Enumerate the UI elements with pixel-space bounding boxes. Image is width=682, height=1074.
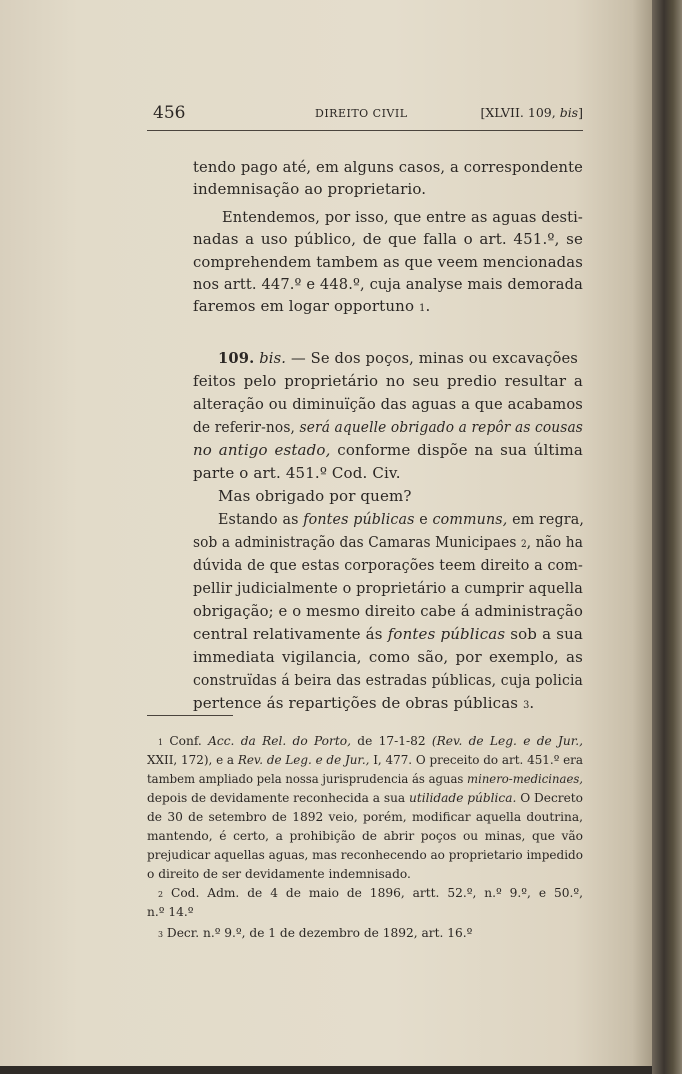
footnote-text-run: Cod. Adm. de 4 de maio de 1896, artt. 52.º, n.º 9.º, e 50.º,: [163, 886, 583, 900]
body-text-run: em regra,: [507, 510, 584, 528]
body-line: [193, 158, 583, 176]
body-text-run: construïdas á beira das estradas públicas, cuja policia: [193, 671, 583, 689]
body-text-run: .: [425, 297, 431, 315]
body-line: [222, 208, 583, 226]
running-title: DIREITO CIVIL: [315, 107, 408, 120]
body-text-run: sob a sua: [505, 625, 583, 643]
footnote-line: [158, 734, 583, 748]
footnote-text-run: depois de devidamente reconhecida a sua: [147, 791, 410, 805]
body-line: [218, 487, 412, 505]
page-header: [147, 103, 583, 127]
footnote-text-run: de 17-1-82: [350, 734, 432, 748]
body-text-run: .: [529, 694, 535, 712]
body-line: [193, 372, 583, 390]
body-line: [193, 671, 583, 689]
footnote-text-run: minero-medicinaes,: [467, 772, 583, 786]
body-line: [193, 602, 583, 620]
body-text-run: pertence ás repartições de obras públicas: [193, 694, 524, 712]
section-reference-prefix: [XLVII. 109,: [480, 105, 560, 120]
footnote-line: [147, 772, 583, 786]
body-text-run: alteração ou diminuïção das aguas a que acabamos: [193, 395, 583, 413]
footnote-text-run: Conf.: [163, 734, 209, 748]
footnote-text-run: I, 477. O preceito do art. 451.º era: [369, 753, 583, 767]
body-text-run: fontes públicas: [303, 510, 415, 528]
footnote-line: [158, 926, 472, 940]
body-line: [218, 510, 584, 528]
footnote-line: [147, 829, 583, 843]
body-line: [193, 579, 583, 597]
body-line: [193, 253, 583, 271]
body-text-run: obrigação; e o mesmo direito cabe á administração: [193, 602, 583, 620]
footnote-line: [147, 867, 411, 881]
body-line: [193, 230, 583, 248]
footnote-text-run: prejudicar aquellas aguas, mas reconhecendo ao proprietario impedido: [147, 848, 583, 862]
body-text-run: no antigo estado,: [193, 441, 331, 459]
body-text-run: immediata vigilancia, como são, por exemplo, as: [193, 648, 583, 666]
footnote-text-run: tambem ampliado pela nossa jurisprudencia ás aguas: [147, 772, 468, 786]
footnote-line: [147, 753, 583, 767]
footnote-line: [147, 791, 583, 805]
body-line: [218, 349, 578, 367]
body-text-run: 109.: [218, 349, 255, 367]
body-text-run: Mas obrigado por quem?: [218, 487, 412, 505]
body-line: [193, 625, 583, 643]
body-line: [193, 556, 583, 574]
body-text-run: communs,: [432, 510, 508, 528]
body-text-run: pellir judicialmente o proprietário a cumprir aquella: [193, 579, 583, 597]
page-number: 456: [153, 103, 186, 123]
footnote-marker: 3: [158, 930, 164, 939]
footnote-line: [147, 905, 193, 919]
section-reference-bis: bis: [559, 105, 579, 120]
body-line: [193, 694, 534, 712]
body-line: [193, 297, 430, 315]
body-line: [193, 533, 583, 551]
page-fold-shadow: [652, 0, 682, 1074]
footnote-marker: 2: [158, 890, 164, 899]
body-line: [193, 648, 583, 666]
body-text-run: fontes públicas: [387, 625, 506, 643]
body-text-run: bis.: [259, 349, 287, 367]
footnote-text-run: o direito de ser devidamente indemnisado.: [147, 867, 411, 881]
body-text-run: Estando as: [218, 510, 304, 528]
body-text-run: tendo pago até, em alguns casos, a correspondente: [193, 158, 583, 176]
body-text-run: nos artt. 447.º e 448.º, cuja analyse mais demorada: [193, 275, 583, 293]
body-line: [193, 180, 426, 198]
body-text-run: conforme dispõe na sua última: [330, 441, 583, 459]
body-text-run: nadas a uso público, de que falla o art. 451.º, se: [193, 230, 583, 248]
body-line: [193, 464, 401, 482]
body-text-run: de referir-nos,: [193, 418, 300, 436]
body-text-run: parte o art. 451.º Cod. Civ.: [193, 464, 401, 482]
footnote-marker: 2: [520, 539, 527, 550]
body-line: [193, 395, 583, 413]
body-text-run: faremos em logar opportuno: [193, 297, 420, 315]
footnote-marker: 3: [523, 700, 530, 711]
body-line: [193, 275, 583, 293]
body-text-run: feitos pelo proprietário no seu predio resultar a: [193, 372, 583, 390]
footnote-line: [158, 886, 583, 900]
section-reference: [480, 105, 583, 120]
footnote-text-run: Decr. n.º 9.º, de 1 de dezembro de 1892, art. 16.º: [163, 926, 473, 940]
footnote-text-run: n.º 14.º: [147, 905, 194, 919]
body-text-run: será aquelle obrigado a repôr as cousas: [299, 418, 583, 436]
footnote-text-run: Rev. de Leg. e de Jur.,: [237, 753, 370, 767]
body-text-run: Entendemos, por isso, que entre as aguas desti-: [222, 208, 583, 226]
body-text-run: indemnisação ao proprietario.: [193, 180, 427, 198]
section-reference-suffix: ]: [578, 105, 583, 120]
footnote-marker: 1: [158, 738, 164, 747]
body-text-run: comprehendem tambem as que veem mencionadas: [193, 253, 583, 271]
body-text-run: central relativamente ás: [193, 625, 388, 643]
footnote-text-run: O Decreto: [516, 791, 583, 805]
footnote-marker: 1: [419, 303, 426, 314]
footnote-separator: [147, 715, 233, 716]
header-rule: [147, 130, 583, 131]
footnote-text-run: utilidade pública.: [409, 791, 517, 805]
body-text-run: , não ha: [526, 533, 583, 551]
footnote-line: [147, 848, 583, 862]
body-line: [193, 418, 583, 436]
body-text-run: — Se dos poços, minas ou excavações: [286, 349, 578, 367]
body-line: [193, 441, 583, 459]
footnote-text-run: de 30 de setembro de 1892 veio, porém, modificar aquella doutrina,: [147, 810, 583, 824]
body-text-run: dúvida de que estas corporações teem direito a com-: [193, 556, 583, 574]
footnote-line: [147, 810, 583, 824]
body-text-run: e: [414, 510, 433, 528]
footnote-text-run: mantendo, é certo, a prohibição de abrir poços ou minas, que vão: [147, 829, 583, 843]
footnote-text-run: XXII, 172), e a: [147, 753, 238, 767]
footnote-text-run: Acc. da Rel. do Porto,: [208, 734, 351, 748]
body-text-run: sob a administração das Camaras Municipaes: [193, 533, 521, 551]
footnote-text-run: (Rev. de Leg. e de Jur.,: [431, 734, 583, 748]
